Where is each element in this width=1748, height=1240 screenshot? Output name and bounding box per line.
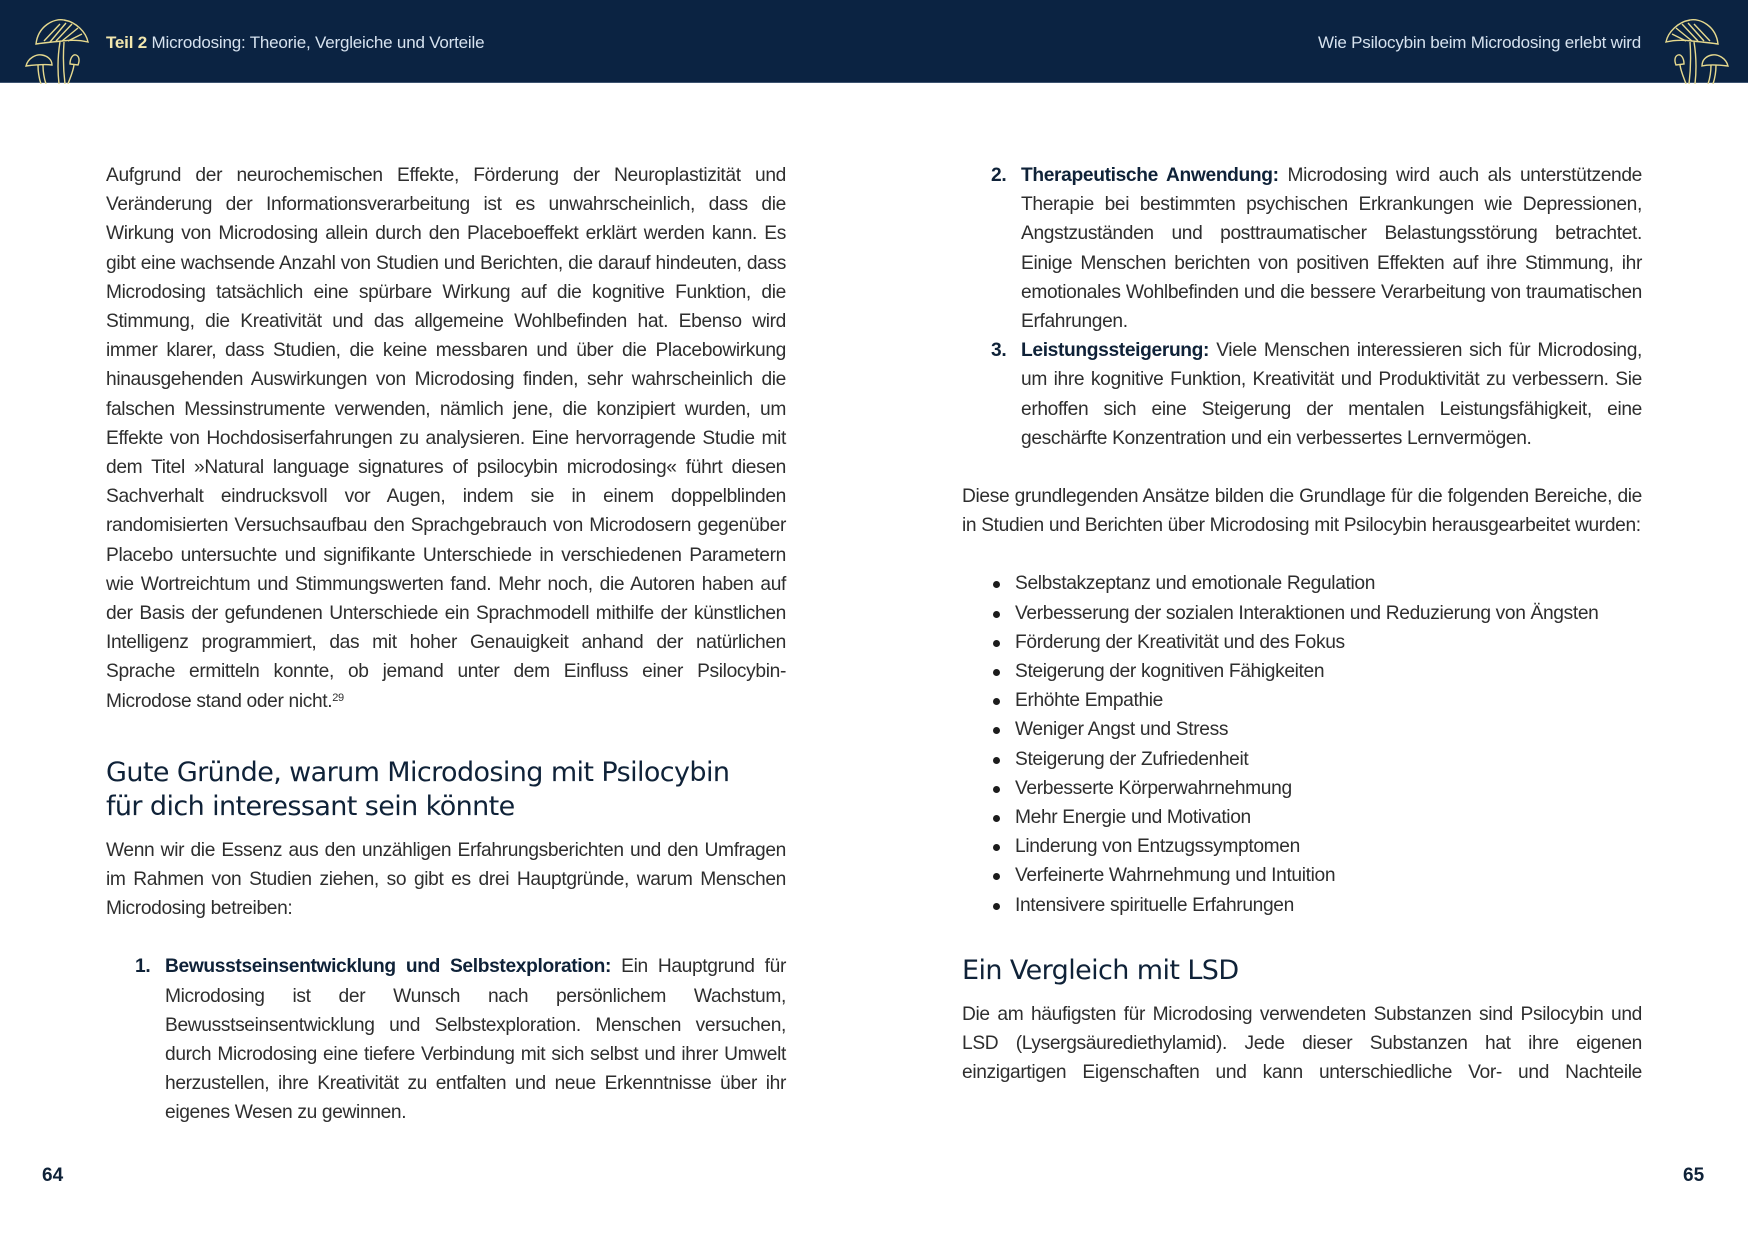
list-item	[962, 715, 1642, 744]
reasons-list-continued	[962, 161, 1642, 453]
bullet-icon	[993, 727, 1000, 734]
list-item	[962, 599, 1642, 628]
list-item	[962, 861, 1642, 890]
bullet-icon	[993, 844, 1000, 851]
bullet-icon	[993, 698, 1000, 705]
list-item	[962, 657, 1642, 686]
list-item-text: Steigerung der Zufriedenheit	[1015, 748, 1249, 770]
reason-text: Ein Hauptgrund für Microdosing ist der Wunsch nach persönlichem Wachstum, Bewusstseinsentwicklung und Selbstexploration. Menschen versuchen, durch Microdosing eine tiefere Verbindung mit sich selbst und ihrer Umwelt herzustellen, ihre Kreativität zu entfalten und neue Erkenntnisse über ihr eigenes Wesen zu gewinnen.	[165, 956, 786, 1124]
reason-text: Microdosing wird auch als unterstützende Therapie bei bestimmten psychischen Erkrankungen wie Depressionen, Angstzuständen und posttraumatischer Belastungsstörung betrachtet. Einige Menschen berichten von positiven Effekten auf ihre Stimmung, ihr emotionales Wohlbefinden und die bessere Verarbeitung von traumatischen Erfahrungen.	[1021, 165, 1642, 333]
reason-text: Viele Menschen interessieren sich für Microdosing, um ihre kognitive Funktion, Kreativität und Produktivität zu verbessern. Sie erhoffen sich eine Steigerung der mentalen Leistungsfähigkeit, eine geschärfte Konzentration und ein verbessertes Lernvermögen.	[1021, 340, 1642, 449]
list-item-text: Förderung der Kreativität und des Fokus	[1015, 631, 1345, 653]
running-header	[0, 0, 1748, 83]
list-item	[962, 891, 1642, 920]
bullet-icon	[993, 757, 1000, 764]
footnote-marker[interactable]: 29	[332, 691, 344, 704]
list-item	[962, 832, 1642, 861]
list-item-text: Erhöhte Empathie	[1015, 690, 1163, 712]
chapter-title	[106, 33, 484, 53]
list-item-text: Verfeinerte Wahrnehmung und Intuition	[1015, 865, 1336, 887]
list-item-text: Weniger Angst und Stress	[1015, 719, 1229, 741]
heading-line-2: für dich interessant sein könnte	[106, 790, 515, 822]
section-heading-reasons	[106, 756, 786, 824]
list-item-text: Steigerung der kognitiven Fähigkeiten	[1015, 661, 1325, 683]
list-item-text: Selbstakzeptanz und emotionale Regulation	[1015, 573, 1376, 595]
mushroom-icon	[1660, 10, 1734, 84]
intro-paragraph-text: Aufgrund der neurochemischen Effekte, Förderung der Neuroplastizität und Veränderung der Informationsverarbeitung ist es unwahrscheinlich, dass die Wirkung von Microdosing allein durch den Placeboeffekt erklärt werden kann. Es gibt eine wachsende Anzahl von Studien und Berichten, die darauf hindeuten, dass Microdosing tatsächlich eine spürbare Wirkung auf die kognitive Funktion, die Stimmung, die Kreativität und das allgemeine Wohlbefinden hat. Ebenso wird immer klarer, dass Studien, die keine messbaren und über die Placebowirkung hinausgehenden Auswirkungen von Microdosing finden, sehr wahrscheinlich die falschen Messinstrumente verwenden, nämlich jene, die konzipiert wurden, um Effekte von Hochdosiserfahrungen zu analysieren. Eine hervorragende Studie mit dem Titel »Natural language signatures of psilocybin microdosing« führt diesen Sachverhalt eindrucksvoll vor Augen, indem sie in einem doppelblinden randomisierten Versuchsaufbau den Sprachgebrauch von Microdosern gegenüber Placebo untersuchte und signifikante Unterschiede in verschiedenen Parametern wie Wortreichtum und Stimmungswerten fand. Mehr noch, die Autoren haben auf der Basis der gefundenen Unterschiede ein Sprachmodell mithilfe der künstlichen Intelligenz programmiert, das mit hoher Genauigkeit anhand der natürlichen Sprache ermitteln konnte, ob jemand unter dem Einfluss einer Psilocybin-Microdose stand oder nicht.	[106, 165, 786, 712]
list-item-text: Intensivere spirituelle Erfahrungen	[1015, 894, 1294, 916]
bullet-icon	[993, 873, 1000, 880]
list-item	[962, 745, 1642, 774]
lsd-paragraph: Die am häufigsten für Microdosing verwendeten Substanzen sind Psilocybin und LSD (Lysergsäurediethylamid). Jede dieser Substanzen hat ihre eigenen einzigartigen Eigenschaften und kann unterschiedliche Vor- und Nachteile	[962, 1003, 1642, 1084]
reasons-list	[106, 952, 786, 1127]
bullet-icon	[993, 815, 1000, 822]
mushroom-icon	[20, 10, 94, 84]
list-item-text: Verbesserung der sozialen Interaktionen und Reduzierung von Ängsten	[1015, 602, 1599, 624]
areas-list	[962, 569, 1642, 919]
list-number: 3.	[991, 340, 1007, 362]
bullet-icon	[993, 611, 1000, 618]
areas-intro-paragraph: Diese grundlegenden Ansätze bilden die Grundlage für die folgenden Bereiche, die in Studien und Berichten über Microdosing mit Psilocybin herausgearbeitet wurden:	[962, 486, 1642, 537]
list-item-text: Mehr Energie und Motivation	[1015, 807, 1251, 829]
list-number: 1.	[135, 956, 151, 978]
chapter-part-label: Teil 2	[106, 33, 148, 52]
list-item	[962, 803, 1642, 832]
reason-item-2	[962, 161, 1642, 336]
list-item	[962, 774, 1642, 803]
list-item	[962, 628, 1642, 657]
bullet-icon	[993, 640, 1000, 647]
bullet-icon	[993, 581, 1000, 588]
bullet-icon	[993, 903, 1000, 910]
right-page-column	[962, 161, 1642, 1087]
reason-lead: Therapeutische Anwendung:	[1021, 165, 1279, 186]
list-item-text: Linderung von Entzugssymptomen	[1015, 836, 1300, 858]
list-item	[962, 686, 1642, 715]
heading-line-1: Gute Gründe, warum Microdosing mit Psilocybin	[106, 756, 730, 788]
intro-paragraph	[106, 161, 786, 716]
section-title: Wie Psilocybin beim Microdosing erlebt wird	[1317, 33, 1641, 52]
list-item	[962, 569, 1642, 598]
reason-item-3	[962, 336, 1642, 453]
chapter-title-text: Microdosing: Theorie, Vergleiche und Vorteile	[151, 33, 485, 52]
list-number: 2.	[991, 165, 1007, 186]
bullet-icon	[993, 669, 1000, 676]
reason-lead: Leistungssteigerung:	[1021, 340, 1210, 362]
section-heading-lsd: Ein Vergleich mit LSD	[962, 954, 1239, 986]
list-item-text: Verbesserte Körperwahrnehmung	[1015, 777, 1292, 799]
left-page-column	[106, 161, 786, 1128]
reasons-intro-paragraph: Wenn wir die Essenz aus den unzähligen Erfahrungsberichten und den Umfragen im Rahmen von Studien ziehen, so gibt es drei Hauptgründe, warum Menschen Microdosing betreiben:	[106, 839, 786, 920]
bullet-icon	[993, 786, 1000, 793]
page-number-right: 65	[1683, 1165, 1705, 1186]
page-number-left: 64	[42, 1165, 64, 1186]
reason-item-1	[106, 952, 786, 1127]
reason-lead: Bewusstseinsentwicklung und Selbstexploration:	[165, 956, 612, 978]
